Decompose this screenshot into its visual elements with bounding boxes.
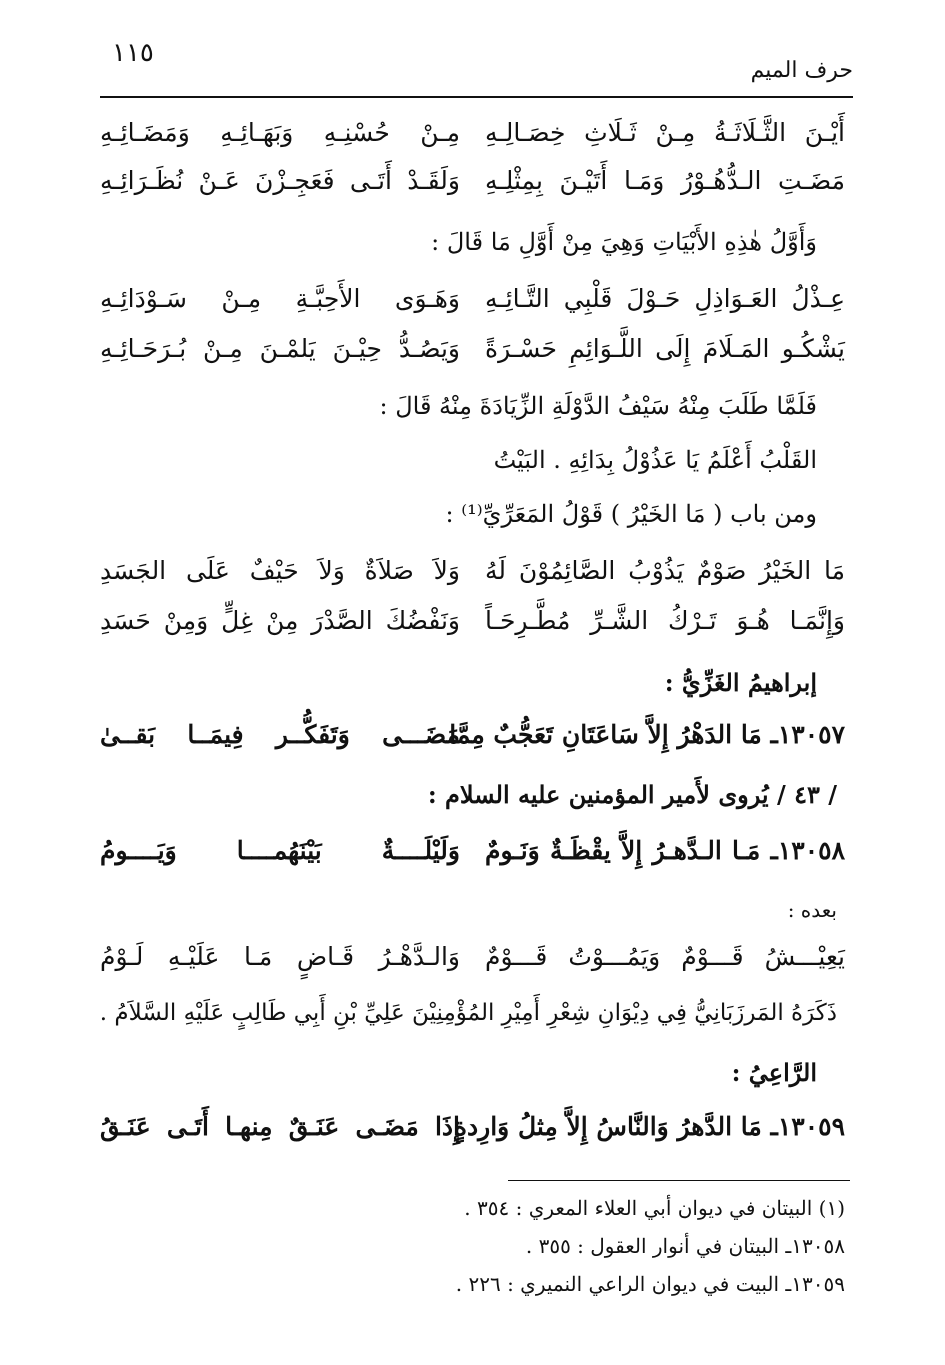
verse-5: [100, 556, 845, 585]
verse-4: [100, 334, 845, 363]
verse-13059: [100, 1112, 845, 1141]
prose-line: فَلَمَّا طَلَبَ مِنْهُ سَيْفُ الدَّوْلَةِ الزِّيَادَةَ مِنْهُ قَالَ :: [379, 392, 817, 420]
hemistich-first: وَإِنَّمَـا هُـوَ تَـرْكُ الشَّـرِّ مُطَّـرِحَـاً: [485, 606, 845, 635]
hemistich-first: مَضَـتِ الـدُّهُـوْرُ وَمَـا أَتَيْـنَ بِمِثْلِـهِ: [485, 166, 845, 195]
chapter-title: حرف الميم: [750, 58, 853, 83]
prose-line: ومن باب ( مَا الخَيْرُ ) قَوْلُ المَعَرِّيِّ⁽¹⁾ :: [445, 500, 817, 528]
prose-line: بعده :: [787, 898, 837, 922]
hemistich-second: مَضَـــى وَتَفَكُّــر فِيمَــا بَقــىٰ: [100, 720, 460, 749]
poet-heading: إبراهيمُ الغَزِّيُّ :: [664, 668, 817, 697]
hemistich-first: ١٣٠٥٧ـ مَا الدَهْرُ إِلاَّ سَاعَتَانِ تَعَجُّبٌ مِمَّا: [449, 720, 845, 749]
hemistich-second: مِـنْ حُسْنِـهِ وَبَهَـائِـهِ وَمَضَـائِـهِ: [100, 118, 460, 147]
hemistich-second: وَلاَ صَلاَةٌ وَلاَ حَيْفٌ عَلَى الجَسَدِ: [100, 556, 460, 585]
hemistich-first: عِـذْلُ العَـوَاذِلِ حَـوْلَ قَلْبِي التَّـائِـهِ: [485, 284, 845, 313]
hemistich-first: يَعِيْـــشُ قَـــوْمٌ وَيَمُـــوْتُ قَـــوْمٌ: [485, 942, 845, 971]
verse-7: [100, 942, 845, 971]
hemistich-first: يَشْكُـو المَـلَامَ إِلَى اللَّـوَائِمِ حَسْـرَةً: [485, 334, 845, 363]
footnote-rule: [508, 1180, 850, 1181]
hemistich-second: وَيَصُـدُّ حِيْـنَ يَلمْـنَ مِـنْ بُـرَحَـائِـهِ: [100, 334, 460, 363]
verse-3: [100, 284, 845, 313]
poet-heading: الرَّاعِيُ :: [731, 1058, 817, 1087]
hemistich-second: وَهَـوَى الأَحِبَّـةِ مِـنْ سَـوْدَائِـهِ: [100, 284, 460, 313]
footnote: (١) البيتان في ديوان أبي العلاء المعري : ٣٥٤ .: [464, 1196, 845, 1220]
hemistich-second: إِذَا مَضَـى عَنَـقٌ مِنهـا أَتَـى عَنَـقُ: [100, 1112, 460, 1141]
page-number: ١١٥: [112, 38, 154, 68]
verse-2: [100, 166, 845, 195]
hemistich-first: ١٣٠٥٩ـ مَا الدَّهرُ وَالنَّاسُ إِلاَّ مِثلُ وَارِدةٍ: [453, 1112, 845, 1141]
hemistich-second: وَلَيْلَــــةٌ بَيْنَهُمــــا وَيَــــومُ: [100, 836, 460, 865]
verse-1: [100, 118, 845, 147]
hemistich-second: وَنَفْضُكَ الصَّدْرَ مِنْ غِلٍّ وَمِنْ حَسَدِ: [100, 606, 460, 635]
verse-13057: [100, 720, 845, 749]
verse-13058: [100, 836, 845, 865]
footnote: ١٣٠٥٨ـ البيتان في أنوار العقول : ٣٥٥ .: [525, 1234, 845, 1258]
hemistich-second: وَالـدَّهْـرُ قَـاضٍ مَـا عَلَيْـهِ لَـوْمُ: [100, 942, 460, 971]
header-rule: [100, 96, 853, 98]
prose-line: القَلْبُ أَعْلَمُ يَا عَذُوْلُ بِدَائِهِ . البَيْتُ: [493, 446, 817, 474]
prose-line: ذَكَرَهُ المَرزَبَانِيُّ فِي دِيْوَانِ شِعْرِ أَمِيْرِ المُؤْمِنِيْنَ عَلِيِّ بْنِ أَبِي طَالِبٍ عَلَيْهِ السَّلاَمُ .: [99, 1000, 837, 1026]
hemistich-first: أَيْـنَ الثَّـلَاثَـةُ مِـنْ ثَـلَاثِ خِصَـالِـهِ: [485, 118, 845, 147]
hemistich-first: ١٣٠٥٨ـ مَـا الـدَّهـرُ إِلاَّ يقْظَـةٌ وَنَـومٌ: [485, 836, 845, 865]
hemistich-first: مَا الخَيْرُ صَوْمٌ يَذُوْبُ الصَّائِمُوْنَ لَهُ: [485, 556, 845, 585]
attribution-line: / ٤٣ / يُروى لأَمير المؤمنين عليه السلام :: [427, 780, 837, 809]
verse-6: [100, 606, 845, 635]
hemistich-second: وَلَقَـدْ أَتَـى فَعَجِـزْنَ عَـنْ نُظَـرَائِـهِ: [100, 166, 460, 195]
prose-line: وَأَوَّلُ هٰذِهِ الأَبْيَاتِ وَهِيَ مِنْ أَوَّلِ مَا قَالَ :: [431, 228, 817, 256]
footnote: ١٣٠٥٩ـ البيت في ديوان الراعي النميري : ٢٢٦ .: [455, 1272, 845, 1296]
